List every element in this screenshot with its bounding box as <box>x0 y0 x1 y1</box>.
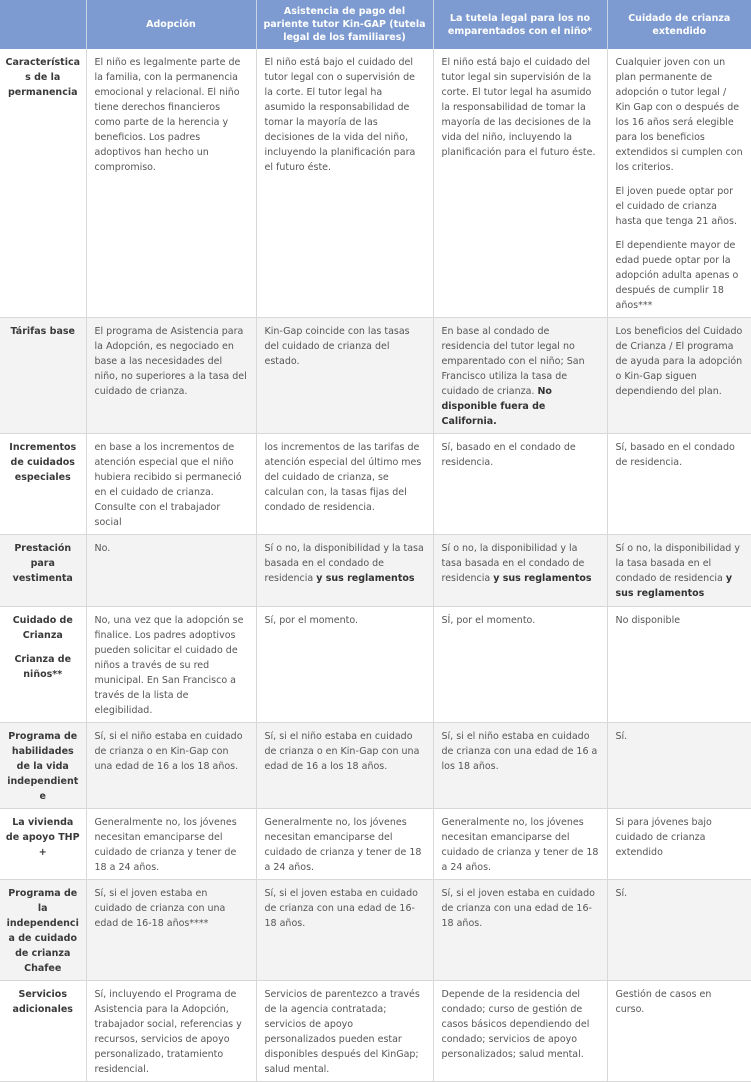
row-label: Programa de habilidades de la vida independiente <box>0 723 86 809</box>
cell-text: Sí o no, la disponibilidad y la tasa basada en el condado de residencia <box>615 543 740 584</box>
table-cell: en base a los incrementos de atención especial que el niño hubiera recibido si permaneció en el cuidado de crianza. Consulte con el trabajador social <box>86 434 256 535</box>
table-cell <box>256 535 433 607</box>
table-cell: Sí, basado en el condado de residencia. <box>433 434 607 535</box>
header-tutela-no-emparentados: La tutela legal para los no emparentados con el niño* <box>433 0 607 49</box>
header-row <box>0 0 751 49</box>
table-cell: Sí. <box>607 723 751 809</box>
table-cell: Generalmente no, los jóvenes necesitan emanciparse del cuidado de crianza y tener de 18 a 24 años. <box>433 809 607 880</box>
header-adopcion: Adopción <box>86 0 256 49</box>
table-cell: Sí, si el joven estaba en cuidado de crianza con una edad de 16-18 años. <box>433 880 607 981</box>
cell-paragraph: El dependiente mayor de edad puede optar por la adopción adulta apenas o después de cumplir 18 años*** <box>615 240 739 311</box>
table-cell: Servicios de parentezco a través de la agencia contratada; servicios de apoyo personalizados pueden estar disponibles después del KinGap; salud mental. <box>256 981 433 1082</box>
table-cell: El niño es legalmente parte de la familia, con la permanencia emocional y relacional. El niño tiene derechos financieros como parte de la herencia y beneficios. Los padres adoptivos han hecho un compromiso. <box>86 49 256 318</box>
cell-text: Sí o no, la disponibilidad y la tasa basada en el condado de residencia <box>264 543 424 584</box>
table-cell: Gestión de casos en curso. <box>607 981 751 1082</box>
table-row <box>0 723 751 809</box>
table-cell: Sí. <box>607 880 751 981</box>
table-row <box>0 880 751 981</box>
table-cell: Sí, si el joven estaba en cuidado de crianza con una edad de 16-18 años. <box>256 880 433 981</box>
row-label: Tárifas base <box>0 318 86 434</box>
cell-text: Sí o no, la disponibilidad y la tasa basada en el condado de residencia <box>441 543 585 584</box>
table-cell: Sí, si el niño estaba en cuidado de crianza con una edad de 16 a los 18 años. <box>433 723 607 809</box>
row-label: Incrementos de cuidados especiales <box>0 434 86 535</box>
table-cell: El niño está bajo el cuidado del tutor legal con o supervisión de la corte. El tutor legal ha asumido la responsabilidad de tomar la mayoría de las decisiones de la vida del niño, incluyendo la planificación para el futuro éste. <box>256 49 433 318</box>
table-cell: Sí, si el niño estaba en cuidado de crianza o en Kin-Gap con una edad de 16 a los 18 años. <box>256 723 433 809</box>
table-cell: Sí, si el joven estaba en cuidado de crianza con una edad de 16-18 años**** <box>86 880 256 981</box>
table-cell: Generalmente no, los jóvenes necesitan emanciparse del cuidado de crianza y tener de 18 a 24 años. <box>256 809 433 880</box>
row-label: Características de la permanencia <box>0 49 86 318</box>
cell-paragraph: El joven puede optar por el cuidado de crianza hasta que tenga 21 años. <box>615 186 737 227</box>
table-cell: Si para jóvenes bajo cuidado de crianza extendido <box>607 809 751 880</box>
table-cell <box>607 49 751 318</box>
table-cell: Sí, si el niño estaba en cuidado de crianza o en Kin-Gap con una edad de 16 a los 18 años. <box>86 723 256 809</box>
table-cell: Sí, por el momento. <box>256 607 433 723</box>
table-row <box>0 49 751 318</box>
table-row <box>0 318 751 434</box>
table-row <box>0 607 751 723</box>
table-cell: Sí, basado en el condado de residencia. <box>607 434 751 535</box>
row-label: Servicios adicionales <box>0 981 86 1082</box>
table-cell <box>607 535 751 607</box>
table-cell: El programa de Asistencia para la Adopción, es negociado en base a las necesidades del niño, no superiores a la tasa del cuidado de crianza. <box>86 318 256 434</box>
row-label: Programa de la independencia de cuidado de crianza Chafee <box>0 880 86 981</box>
table-cell: SÍ, por el momento. <box>433 607 607 723</box>
row-label <box>0 607 86 723</box>
row-label-line: Crianza de niños** <box>14 654 72 680</box>
table-row <box>0 434 751 535</box>
row-label-line: Cuidado de Crianza <box>12 615 73 641</box>
table-row <box>0 809 751 880</box>
table-cell: Kin-Gap coincide con las tasas del cuidado de crianza del estado. <box>256 318 433 434</box>
table-cell: No, una vez que la adopción se finalice. Los padres adoptivos pueden solicitar el cuidado de niños a través de su red municipal. En San Francisco a través de la lista de elegibilidad. <box>86 607 256 723</box>
table-cell: No. <box>86 535 256 607</box>
table-row <box>0 981 751 1082</box>
table-cell: Sí, incluyendo el Programa de Asistencia para la Adopción, trabajador social, referencias y recursos, servicios de apoyo personalizado, tratamiento residencial. <box>86 981 256 1082</box>
table-cell <box>433 318 607 434</box>
table-row <box>0 535 751 607</box>
cell-bold-text: y sus reglamentos <box>316 573 415 584</box>
header-crianza-extendido: Cuidado de crianza extendido <box>607 0 751 49</box>
table-cell: Depende de la residencia del condado; curso de gestión de casos básicos dependiendo del condado; servicios de apoyo personalizados; salud mental. <box>433 981 607 1082</box>
row-label: La vivienda de apoyo THP + <box>0 809 86 880</box>
header-corner <box>0 0 86 49</box>
table-cell: El niño está bajo el cuidado del tutor legal sin supervisión de la corte. El tutor legal ha asumido la responsabilidad de tomar la mayoría de las decisiones de la vida del niño, incluyendo la planificación para el futuro éste. <box>433 49 607 318</box>
cell-text: En base al condado de residencia del tutor legal no emparentado con el niño; San Francisco utiliza la tasa de cuidado de crianza. <box>441 326 585 397</box>
header-kingap: Asistencia de pago del pariente tutor Kin-GAP (tutela legal de los familiares) <box>256 0 433 49</box>
table-cell <box>433 535 607 607</box>
table-cell: Generalmente no, los jóvenes necesitan emanciparse del cuidado de crianza y tener de 18 a 24 años. <box>86 809 256 880</box>
table-cell: Los beneficios del Cuidado de Crianza / El programa de ayuda para la adopción o Kin-Gap siguen dependiendo del plan. <box>607 318 751 434</box>
cell-bold-text: y sus reglamentos <box>615 573 733 599</box>
cell-paragraph: Cualquier joven con un plan permanente de adopción o tutor legal / Kin Gap con o después de los 16 años será elegible para los beneficios extendidos si cumplen con los criterios. <box>615 57 743 173</box>
row-label: Prestación para vestimenta <box>0 535 86 607</box>
table-cell: No disponible <box>607 607 751 723</box>
table-cell: los incrementos de las tarifas de atención especial del último mes del cuidado de crianza, se calculan con, la tasas fijas del condado de residencia. <box>256 434 433 535</box>
cell-bold-text: No disponible fuera de California. <box>441 386 552 427</box>
cell-bold-text: y sus reglamentos <box>493 573 592 584</box>
